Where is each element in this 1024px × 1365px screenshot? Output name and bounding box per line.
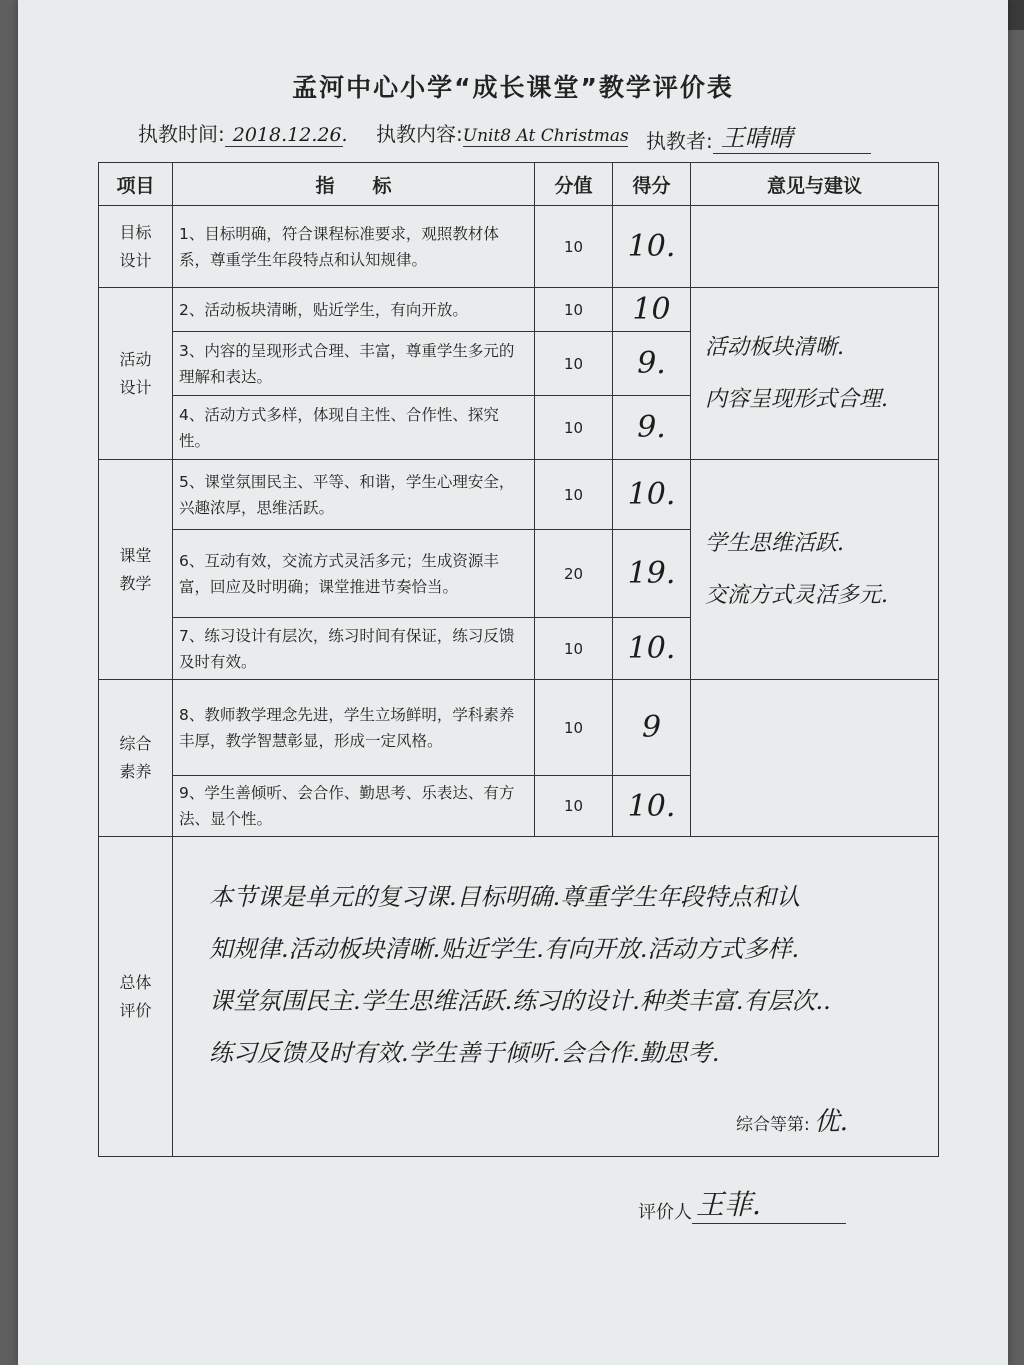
indicator-6: 6、互动有效，交流方式灵活多元；生成资源丰富，回应及时明确；课堂推进节奏恰当。 [173,530,535,618]
header-got: 得分 [613,163,691,206]
evaluation-sheet [18,0,1008,1365]
score-9: 10 [535,776,613,837]
table-row [99,460,939,530]
time-label: 执教时间: [138,122,225,146]
score-2: 10 [535,288,613,332]
got-9: 10. [613,776,691,837]
evaluator-label: 评价人 [638,1202,692,1223]
category-overall: 总体 评价 [99,837,173,1157]
advice-quality [691,680,939,837]
teacher-label: 执教者: [646,129,713,153]
indicator-4: 4、活动方式多样，体现自主性、合作性、探究性。 [173,396,535,460]
score-8: 10 [535,680,613,776]
grade-field [736,1101,848,1138]
indicator-5: 5、课堂氛围民主、平等、和谐，学生心理安全，兴趣浓厚，思维活跃。 [173,460,535,530]
summary-text: 本节课是单元的复习课.目标明确.尊重学生年段特点和认 知规律.活动板块清晰.贴近学生.有向开放.活动方式多样. 课堂氛围民主.学生思维活跃.练习的设计.种类丰富.有层次.. 练习反馈及时有效.学生善于倾听.会合作.勤思考. [209,883,831,1067]
indicator-1: 1、目标明确，符合课程标准要求，观照教材体系，尊重学生年段特点和认知规律。 [173,206,535,288]
time-value: 2018.12.26. [225,124,343,147]
advice-activity: 活动板块清晰. 内容呈现形式合理. [691,288,939,460]
indicator-9: 9、学生善倾听、会合作、勤思考、乐表达、有方法、显个性。 [173,776,535,837]
content-value: Unit8 At Christmas [462,126,629,146]
time-field [138,118,348,147]
evaluation-table [98,162,939,1157]
evaluator-signature: 王菲. [692,1183,846,1224]
got-3: 9. [613,332,691,396]
indicator-8: 8、教师教学理念先进，学生立场鲜明，学科素养丰厚，教学智慧彰显，形成一定风格。 [173,680,535,776]
indicator-7: 7、练习设计有层次，练习时间有保证，练习反馈及时有效。 [173,618,535,680]
score-6: 20 [535,530,613,618]
evaluator-field [638,1183,846,1224]
content-field [376,118,628,147]
got-4: 9. [613,396,691,460]
content-label: 执教内容: [376,122,463,146]
indicator-2: 2、活动板块清晰，贴近学生，有向开放。 [173,288,535,332]
teacher-value: 王晴晴 [713,118,871,154]
got-2: 10 [613,288,691,332]
grade-label: 综合等第: [736,1115,810,1135]
grade-value: 优. [813,1107,848,1137]
teacher-field [646,118,871,154]
header-advice: 意见与建议 [691,163,939,206]
got-7: 10. [613,618,691,680]
score-7: 10 [535,618,613,680]
got-1: 10. [613,206,691,288]
score-4: 10 [535,396,613,460]
category-activity: 活动 设计 [99,288,173,460]
overall-evaluation [173,837,939,1157]
category-quality: 综合 素养 [99,680,173,837]
header-row [99,163,939,206]
header-score: 分值 [535,163,613,206]
header-indicator: 指 标 [173,163,535,206]
indicator-3: 3、内容的呈现形式合理、丰富，尊重学生多元的理解和表达。 [173,332,535,396]
form-title: 孟河中心小学“成长课堂”教学评价表 [292,73,734,102]
header-item: 项目 [99,163,173,206]
advice-goal [691,206,939,288]
category-classroom: 课堂 教学 [99,460,173,680]
got-5: 10. [613,460,691,530]
table-row [99,288,939,332]
score-1: 10 [535,206,613,288]
got-8: 9 [613,680,691,776]
score-3: 10 [535,332,613,396]
got-6: 19. [613,530,691,618]
category-goal: 目标 设计 [99,206,173,288]
table-row [99,680,939,776]
overall-row [99,837,939,1157]
table-row [99,206,939,288]
advice-classroom: 学生思维活跃. 交流方式灵活多元. [691,460,939,680]
score-5: 10 [535,460,613,530]
